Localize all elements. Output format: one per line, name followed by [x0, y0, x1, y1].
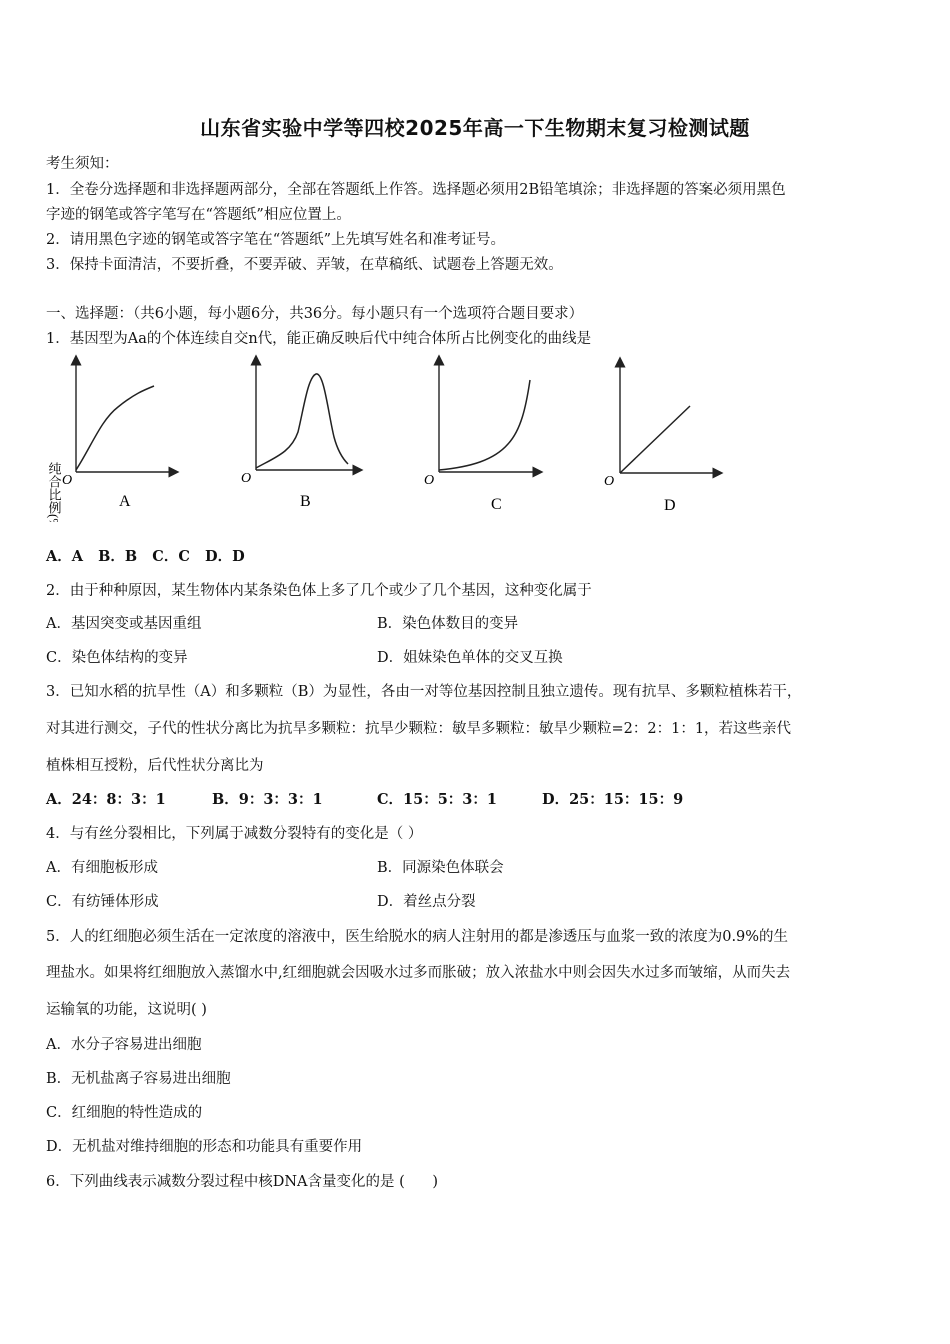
- question-4-option-b: B．同源染色体联会: [377, 860, 504, 876]
- notice-heading: 考生须知：: [46, 156, 119, 172]
- notice-item-1-line-1: 1．全卷分选择题和非选择题两部分，全部在答题纸上作答。选择题必须用2B铅笔填涂；非选择题的答案必须用黑色: [46, 182, 786, 198]
- notice-item-3: 3．保持卡面清洁，不要折叠，不要弄破、弄皱，在草稿纸、试题卷上答题无效。: [46, 257, 563, 273]
- question-4-option-d: D．着丝点分裂: [377, 894, 476, 910]
- question-6-stem: 6．下列曲线表示减数分裂过程中核DNA含量变化的是 ( ): [46, 1174, 439, 1190]
- question-1-graphs: [46, 352, 726, 522]
- question-2-option-d: D．姐妹染色单体的交叉互换: [377, 650, 563, 666]
- graph-d-origin: O: [604, 474, 615, 489]
- graph-a: [47, 360, 175, 522]
- graph-c-origin: O: [424, 473, 435, 488]
- question-1-stem: 1．基因型为Aa的个体连续自交n代，能正确反映后代中纯合体所占比例变化的曲线是: [46, 331, 592, 347]
- graph-b-origin: O: [241, 471, 252, 486]
- question-3-option-a: A．24：8：3：1: [46, 791, 166, 808]
- graph-a-origin: O: [62, 473, 73, 488]
- section-heading: 一、选择题：（共6小题，每小题6分，共36分。每小题只有一个选项符合题目要求）: [46, 306, 584, 322]
- question-1-options: A．A B．B C．C D．D: [46, 548, 245, 565]
- question-2-stem: 2．由于种种原因，某生物体内某条染色体上多了几个或少了几个基因，这种变化属于: [46, 583, 592, 599]
- graph-c-label: C: [491, 496, 502, 513]
- question-4-option-c: C．有纺锤体形成: [46, 894, 159, 910]
- question-5-line-3: 运输氧的功能，这说明( ): [46, 1002, 207, 1018]
- notice-item-2: 2．请用黑色字迹的钢笔或答字笔在“答题纸”上先填写姓名和准考证号。: [46, 232, 506, 248]
- graph-c-curve: [439, 380, 530, 470]
- question-3-line-1: 3．已知水稻的抗旱性（A）和多颗粒（B）为显性，各由一对等位基因控制且独立遗传。现有抗旱、多颗粒植株若干，: [46, 684, 802, 700]
- notice-item-1-line-2: 字迹的钢笔或答字笔写在“答题纸”相应位置上。: [46, 207, 351, 223]
- question-3-line-2: 对其进行测交，子代的性状分离比为抗旱多颗粒：抗旱少颗粒：敏旱多颗粒：敏旱少颗粒=2：2：1：1，若这些亲代: [46, 721, 792, 737]
- graph-c: [424, 360, 538, 513]
- question-3-option-d: D．25：15：15：9: [542, 791, 684, 808]
- question-5-option-a: A．水分子容易进出细胞: [46, 1037, 202, 1053]
- question-2-option-c: C．染色体结构的变异: [46, 650, 188, 666]
- question-5-option-b: B．无机盐离子容易进出细胞: [46, 1071, 231, 1087]
- graph-b-curve: [256, 374, 348, 468]
- graph-b: [241, 360, 358, 510]
- question-5-line-2: 理盐水。如果将红细胞放入蒸馏水中,红细胞就会因吸水过多而胀破；放入浓盐水中则会因失水过多而皱缩，从而失去: [46, 965, 791, 981]
- page-title: 山东省实验中学等四校2025年高一下生物期末复习检测试题: [200, 116, 750, 140]
- graph-a-label: A: [119, 493, 131, 510]
- graph-a-ylabel: 纯合比例(%): [46, 462, 62, 522]
- question-5-option-d: D．无机盐对维持细胞的形态和功能具有重要作用: [46, 1139, 363, 1155]
- graph-a-curve: [76, 386, 154, 470]
- question-3-option-c: C．15：5：3：1: [377, 791, 497, 808]
- question-4-option-a: A．有细胞板形成: [46, 860, 158, 876]
- graphs-svg: [46, 352, 726, 522]
- question-5-line-1: 5．人的红细胞必须生活在一定浓度的溶液中，医生给脱水的病人注射用的都是渗透压与血浆一致的浓度为0.9%的生: [46, 929, 789, 945]
- graph-d-label: D: [664, 497, 676, 514]
- graph-d: [604, 362, 718, 514]
- question-4-stem: 4．与有丝分裂相比，下列属于减数分裂特有的变化是（ ）: [46, 826, 423, 842]
- question-2-option-a: A．基因突变或基因重组: [46, 616, 202, 632]
- question-2-option-b: B．染色体数目的变异: [377, 616, 519, 632]
- graph-d-curve: [620, 406, 690, 473]
- question-3-option-b: B．9：3：3：1: [212, 791, 323, 808]
- question-3-line-3: 植株相互授粉，后代性状分离比为: [46, 758, 264, 774]
- question-5-option-c: C．红细胞的特性造成的: [46, 1105, 203, 1121]
- graph-b-label: B: [300, 493, 311, 510]
